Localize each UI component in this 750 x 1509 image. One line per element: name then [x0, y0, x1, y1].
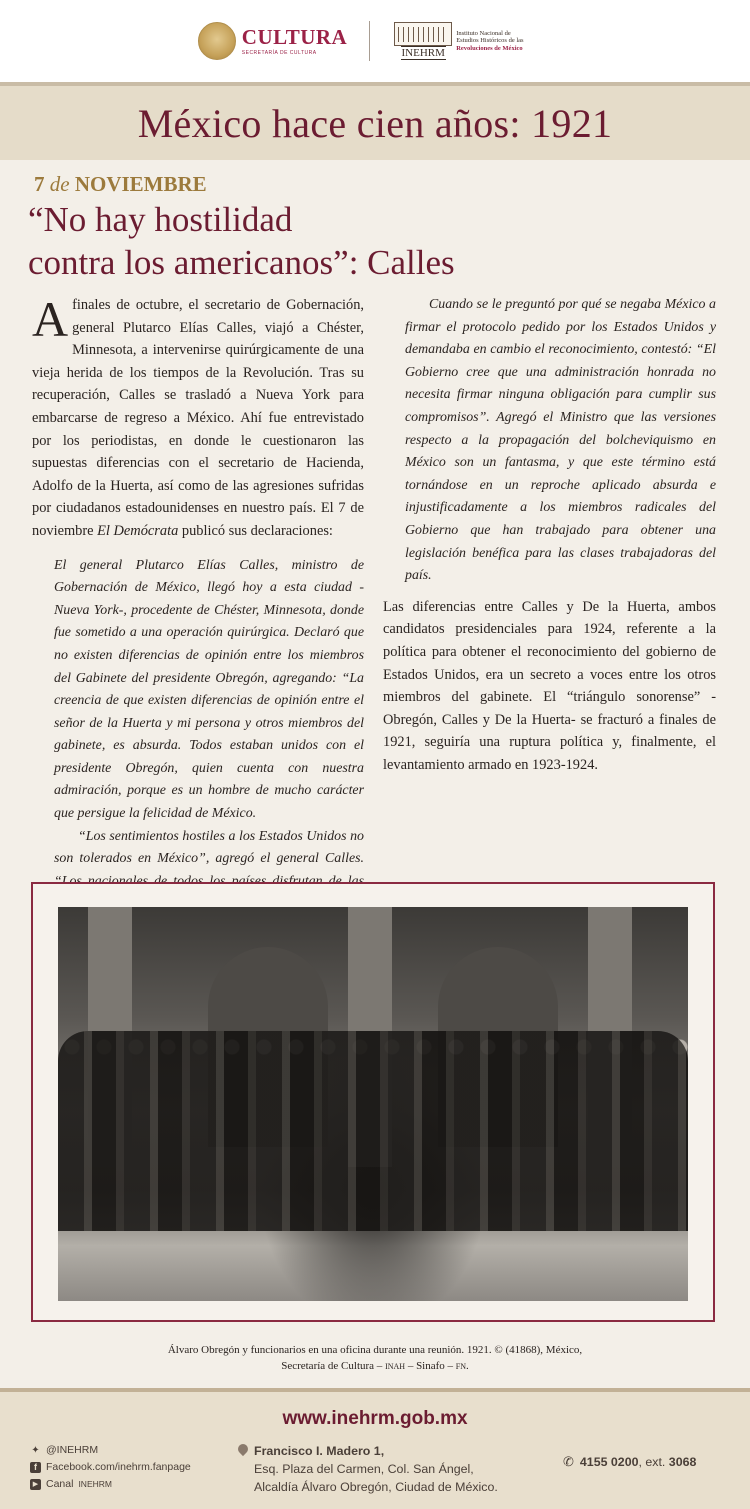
historical-photo — [58, 907, 688, 1301]
phone-number[interactable]: ✆ 4155 0200, ext. 3068 — [563, 1454, 697, 1469]
page-title: México hace cien años: 1921 — [137, 100, 613, 146]
youtube-link[interactable]: ▶ Canal INEHRM — [30, 1476, 191, 1493]
quote-paragraph: “Los sentimientos hostiles a los Estados Unidos no son tolerados en México”, agregó el general Calles. — [54, 828, 364, 867]
header — [0, 0, 750, 82]
article-date: 7 de NOVIEMBRE — [34, 172, 207, 196]
cultura-wordmark: CULTURA — [241, 24, 348, 49]
twitter-link[interactable]: ✦ @INEHRM — [31, 1444, 99, 1456]
article-column-right — [383, 294, 716, 776]
quote-paragraph: Cuando se le preguntó por qué se negaba México a firmar el protocolo pedido por los Estados Unidos y demandaba en cambio el reconocimiento, contestó: “El Gobierno cree que una administración honrada no necesita firmar ninguna obligación para cumplir sus compromisos”. Agregó el Ministro que las versiones respecto a la propagación del bolcheviquismo en México son un fantasma, y que este término está tornándose en un reproche aplicado absurda e injustificadamente a los miembros radicales del Gobierno que han trabajado para obtener una legislación benéfica para las clases trabajadoras del país. — [405, 297, 716, 584]
footer — [0, 1388, 750, 1509]
building-icon — [394, 22, 452, 46]
inehrm-logo[interactable] — [394, 22, 552, 60]
quote-paragraph: El general Plutarco Elías Calles, ministro de Gobernación de México, llegó hoy a esta ciudad -Nueva York-, procedente de Chéster, Minnesota, donde fue sometido a una operación quirúrgica. Declaró que no existen diferencias de opinión entre los miembros del Gabinete del presidente Obregón, agregando: “La creencia de que existen diferencias de opinión entre el señor de la Huerta y mi persona y otros miembros del gabinete, es absurda. Todos estaban unidos con el presidente Obregón, quien cuenta con nuestra admiración, porque es un hombre de mucho carácter que persigue la felicidad de México. — [54, 557, 364, 822]
article-column-left — [32, 291, 364, 939]
title-banner — [0, 82, 750, 160]
drop-cap: A — [32, 291, 69, 347]
website-link[interactable]: www.inehrm.gob.mx — [282, 1408, 468, 1429]
cultura-subtitle: SECRETARÍA DE CULTURA — [241, 49, 317, 56]
intro-paragraph: Afinales de octubre, el secretario de Gobernación, general Plutarco Elías Calles, viajó a Chéster, Minnesota, a intervenirse quirúrgicamente de una vieja herida de los tiempos de la Revolución. Tras su recuperación, Calles se trasladó a Nueva York para embarcarse de regreso a México. Ahí fue entrevistado por los periodistas, en donde le cuestionaron las supuestas diferencias con el secretario de Hacienda, Adolfo de la Huerta, así como de las agresiones sufridas por ciudadanos estadounidenses en nuestro país. El 7 de noviembre El Demócrata publicó sus declaraciones: — [32, 291, 364, 539]
inehrm-wordmark: INEHRM — [401, 47, 445, 59]
phone-icon: ✆ — [563, 1454, 574, 1469]
facebook-icon: f — [30, 1462, 41, 1473]
address: Francisco I. Madero 1, Esq. Plaza del Carmen, Col. San Ángel, Alcaldía Álvaro Obregón, Ciudad de México. — [254, 1442, 498, 1496]
location-pin-icon — [236, 1442, 250, 1456]
youtube-icon: ▶ — [30, 1479, 41, 1490]
facebook-link[interactable]: f Facebook.com/inehrm.fanpage — [30, 1459, 191, 1476]
header-divider — [369, 21, 370, 61]
cultura-logo[interactable] — [198, 22, 347, 60]
social-links — [30, 1442, 191, 1493]
photo-caption: Álvaro Obregón y funcionarios en una oficina durante una reunión. 1921. © (41868), México, Secretaría de Cultura – inah – Sinafo – fn. — [167, 1344, 583, 1372]
inehrm-full-name: Instituto Nacional de Estudios Históricos de las Revoluciones de México — [456, 29, 524, 52]
eagle-seal-icon — [198, 22, 236, 60]
article-headline: “No hay hostilidad contra los americanos”: Calles — [28, 200, 455, 282]
photo-frame — [31, 882, 715, 1322]
closing-paragraph: Las diferencias entre Calles y De la Huerta, ambos candidatos presidenciales para 1924, referente a la política para obtener el reconocimiento del gobierno de Estados Unidos, era un secreto a voces entre los otros miembros del gabinete. El “triángulo sonorense” -Obregón, Calles y De la Huerta- se fracturó a finales de 1921, seguiría una ruptura política y, finalmente, el levantamiento armado en 1923-1924. — [383, 598, 716, 773]
twitter-icon: ✦ — [31, 1445, 40, 1456]
